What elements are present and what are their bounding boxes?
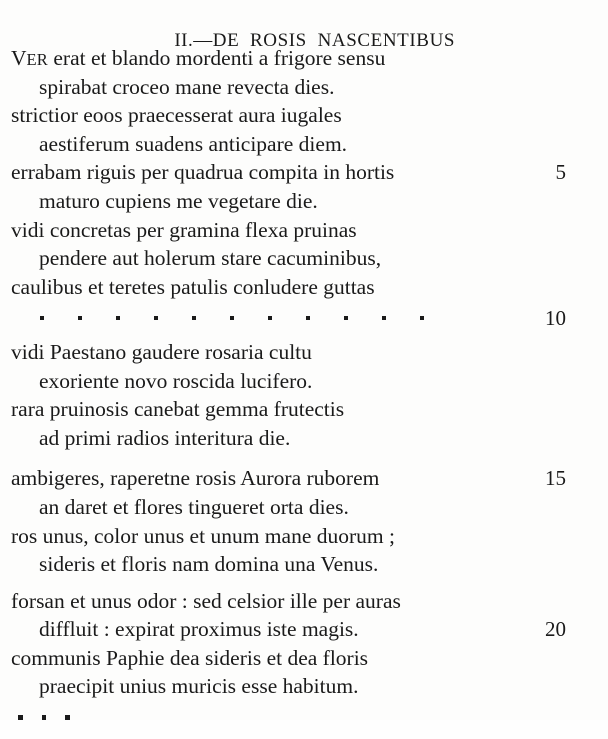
verse-line-text: forsan et unus odor : sed celsior ille per auras — [11, 588, 401, 613]
title-word-nascentibus-rest: ASCENTIBUS — [331, 30, 456, 51]
verse-line — [0, 338, 608, 367]
verse-line — [0, 395, 608, 424]
verse-line — [0, 130, 608, 159]
verse-line-text: an daret et flores tingueret orta dies. — [39, 494, 349, 519]
dot — [18, 715, 23, 720]
verse-line — [0, 101, 608, 130]
title-word-nascentibus-cap: N — [317, 30, 332, 51]
verse-line — [0, 550, 608, 579]
verse-line — [0, 187, 608, 216]
verse-line-text: ad primi radios interitura die. — [39, 425, 291, 450]
verse-line — [0, 672, 608, 701]
verse-group-1 — [0, 73, 608, 302]
stanza-gap — [0, 579, 608, 587]
line-number: 20 — [545, 617, 566, 642]
dot — [65, 715, 70, 720]
dot — [78, 316, 82, 320]
verse-group-4 — [0, 587, 608, 701]
verse-line — [0, 424, 608, 453]
verse-group-3 — [0, 464, 608, 578]
lacuna-row — [0, 301, 608, 330]
title-numeral: II.— — [174, 30, 213, 51]
poem-body — [0, 44, 608, 739]
dot — [192, 316, 196, 320]
dot — [154, 316, 158, 320]
verse-line-opening — [0, 44, 608, 73]
incipit-capital: V — [11, 46, 27, 70]
verse-line-text: maturo cupiens me vegetare die. — [39, 188, 318, 213]
verse-line — [0, 644, 608, 673]
title-word-rosis-rest: OSIS — [263, 30, 307, 51]
verse-line — [0, 244, 608, 273]
incipit-rest: erat et blando mordenti a frigore sensu — [48, 46, 386, 70]
dot — [268, 316, 272, 320]
dot — [40, 316, 44, 320]
title-word-de-rest: E — [227, 30, 240, 51]
verse-line — [0, 158, 608, 187]
dot — [116, 316, 120, 320]
dot — [420, 316, 424, 320]
line-number: 15 — [545, 466, 566, 491]
verse-line — [0, 587, 608, 616]
verse-line — [0, 273, 608, 302]
verse-line — [0, 73, 608, 102]
verse-line — [0, 464, 608, 493]
verse-line — [0, 216, 608, 245]
dot — [42, 715, 47, 720]
verse-group-2 — [0, 338, 608, 452]
verse-line — [0, 367, 608, 396]
verse-line-text: diffluit : expirat proximus iste magis. — [39, 617, 359, 642]
stanza-gap — [0, 452, 608, 464]
verse-line-text: vidi concretas per gramina flexa pruinas — [11, 217, 357, 242]
verse-line-text: rara pruinosis canebat gemma frutectis — [11, 397, 345, 422]
lacuna-dots — [40, 301, 424, 320]
line-number: 5 — [555, 160, 566, 185]
verse-line-text: ros unus, color unus et unum mane duorum ; — [11, 523, 395, 548]
verse-line-text: exoriente novo roscida lucifero. — [39, 368, 313, 393]
dot — [306, 316, 310, 320]
verse-line-text: praecipit unius muricis esse habitum. — [39, 674, 359, 699]
verse-line-text — [11, 44, 385, 75]
incipit-smallcaps: ER — [26, 50, 49, 69]
verse-line — [0, 522, 608, 551]
verse-line-text: pendere aut holerum stare cacuminibus, — [39, 246, 382, 271]
verse-line — [0, 615, 608, 644]
title-word-rosis-cap: R — [249, 30, 264, 51]
tail-dots — [18, 715, 70, 720]
verse-line-text: aestiferum suadens anticipare diem. — [39, 131, 348, 156]
line-number: 10 — [545, 306, 566, 331]
verse-line-text: vidi Paestano gaudere rosaria cultu — [11, 339, 312, 364]
verse-line-text: strictior eoos praecesserat aura iugales — [11, 103, 342, 128]
tail-ellipsis-row — [0, 701, 608, 739]
verse-line-text: communis Paphie dea sideris et dea floris — [11, 645, 369, 670]
title-word-de-cap: D — [212, 30, 228, 51]
dot — [382, 316, 386, 320]
verse-line-text: spirabat croceo mane revecta dies. — [39, 74, 335, 99]
verse-line — [0, 493, 608, 522]
dot — [230, 316, 234, 320]
dot — [344, 316, 348, 320]
verse-line-text: errabam riguis per quadrua compita in hortis — [11, 160, 395, 185]
verse-line-text: ambigeres, raperetne rosis Aurora ruborem — [11, 466, 380, 491]
verse-line-text: caulibus et teretes patulis conludere guttas — [11, 274, 375, 299]
verse-line-text: sideris et floris nam domina una Venus. — [39, 552, 379, 577]
